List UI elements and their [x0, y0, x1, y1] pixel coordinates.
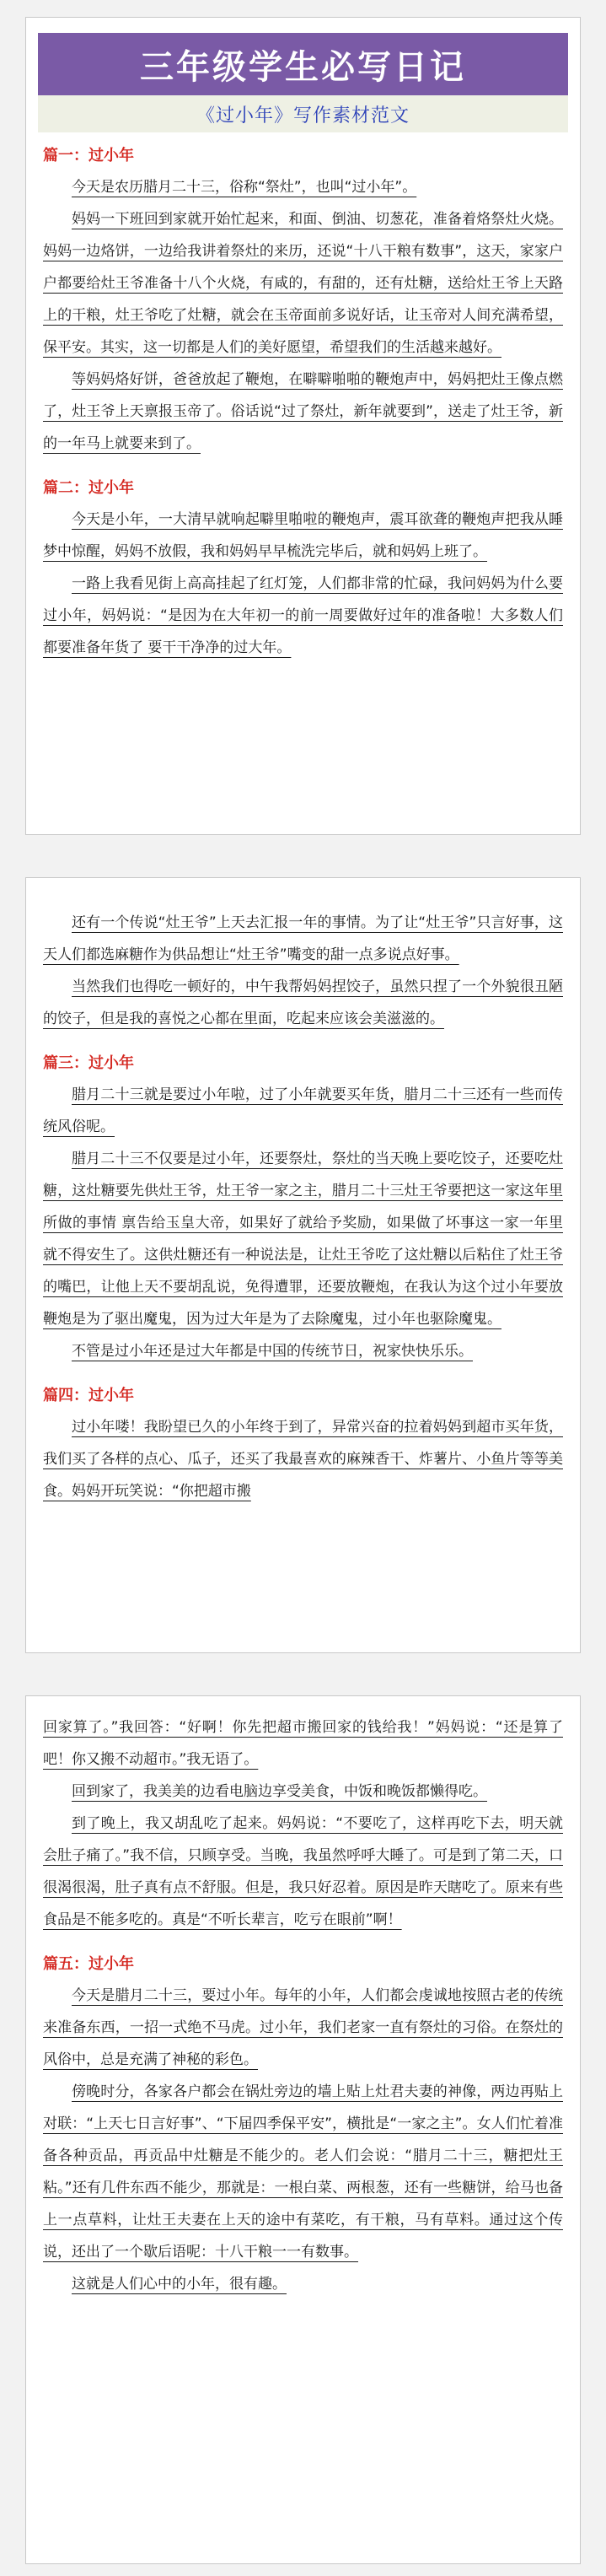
section-5-title: 篇五：过小年	[43, 1955, 134, 1973]
paragraph: 这就是人们心中的小年，很有趣。	[72, 2276, 287, 2293]
paragraph: 今天是腊月二十三，要过小年。每年的小年，人们都会虔诚地按照古老的传统来准备东西，一招一式绝不马虎。过小年，我们老家一直有祭灶的习俗。在祭灶的风俗中，总是充满了神秘的彩色。	[43, 1987, 563, 2068]
page-3-content	[26, 1696, 580, 2300]
page-title: 三年级学生必写日记	[140, 47, 466, 87]
subtitle-bar	[38, 95, 568, 132]
title-banner	[38, 33, 568, 95]
page-1-content	[26, 132, 580, 664]
paragraph: 还有一个传说“灶王爷”上天去汇报一年的事情。为了让“灶王爷”只言好事，这天人们都选麻糖作为供品想让“灶王爷”嘴变的甜一点多说点好事。	[43, 914, 563, 963]
paragraph: 回家算了。”我回答：“好啊！你先把超市搬回家的钱给我！”妈妈说：“还是算了吧！你又搬不动超市。”我无语了。	[43, 1719, 563, 1768]
page-subtitle: 《过小年》写作素材范文	[196, 105, 410, 127]
paragraph: 腊月二十三不仅要是过小年，还要祭灶，祭灶的当天晚上要吃饺子，还要吃灶糖，这灶糖要先供灶王爷，灶王爷一家之主，腊月二十三灶王爷要把这一家这年里所做的事情 禀告给玉皇大帝，如果好了就给予奖励，如果做了坏事这一家一年里就不得安生了。这供灶糖还有一种说法是，让灶王爷吃了这灶糖以后粘住了灶王爷的嘴巴，让他上天不要胡乱说，免得遭罪，还要放鞭炮，在我认为这个过小年要放鞭炮是为了驱出魔鬼，因为过大年是为了去除魔鬼，过小年也驱除魔鬼。	[43, 1151, 563, 1328]
paragraph: 妈妈一下班回到家就开始忙起来，和面、倒油、切葱花，准备着烙祭灶火烧。妈妈一边烙饼，一边给我讲着祭灶的来历，还说“十八干粮有数事”，这天，家家户户都要给灶王爷准备十八个火烧，有咸的，有甜的，还有灶糖，送给灶王爷上天路上的干粮，灶王爷吃了灶糖，就会在玉帝面前多说好话，让玉帝对人间充满希望，保平安。其实，这一切都是人们的美好愿望，希望我们的生活越来越好。	[43, 211, 563, 356]
paragraph: 当然我们也得吃一顿好的，中午我帮妈妈捏饺子，虽然只捏了一个外貌很丑陋的饺子，但是我的喜悦之心都在里面，吃起来应该会美滋滋的。	[43, 978, 563, 1027]
paragraph: 今天是小年，一大清早就响起噼里啪啦的鞭炮声，震耳欲聋的鞭炮声把我从睡梦中惊醒，妈妈不放假，我和妈妈早早梳洗完毕后，就和妈妈上班了。	[43, 511, 563, 560]
section-1-title: 篇一：过小年	[43, 147, 134, 164]
document-page-1	[25, 17, 581, 835]
section-4-title: 篇四：过小年	[43, 1387, 134, 1404]
paragraph: 过小年喽！我盼望已久的小年终于到了，异常兴奋的拉着妈妈到超市买年货，我们买了各样的点心、瓜子，还买了我最喜欢的麻辣香干、炸薯片、小鱼片等等美食。妈妈开玩笑说：“你把超市搬	[43, 1419, 563, 1500]
document-page-2	[25, 877, 581, 1653]
paragraph: 回到家了，我美美的边看电脑边享受美食，中饭和晚饭都懒得吃。	[72, 1783, 487, 1800]
paragraph: 一路上我看见街上高高挂起了红灯笼，人们都非常的忙碌，我问妈妈为什么要过小年，妈妈说：“是因为在大年初一的前一周要做好过年的准备啦！大多数人们都要准备年货了 要干干净净的过大年。	[43, 575, 563, 656]
document-page-3	[25, 1695, 581, 2564]
paragraph: 腊月二十三就是要过小年啦，过了小年就要买年货，腊月二十三还有一些而传统风俗呢。	[43, 1086, 563, 1135]
page-2-content	[26, 878, 580, 1507]
paragraph: 傍晚时分，各家各户都会在锅灶旁边的墙上贴上灶君夫妻的神像，两边再贴上对联：“上天七日言好事”、“下届四季保平安”，横批是“一家之主”。女人们忙着准备各种贡品，再贡品中灶糖是不能少的。老人们会说：“腊月二十三，糖把灶王粘。”还有几件东西不能少，那就是：一根白菜、两根葱，还有一些糖饼，给马也备上一点草料，让灶王夫妻在上天的途中有菜吃，有干粮，马有草料。通过这个传说，还出了一个歇后语呢：十八干粮一一有数事。	[43, 2083, 563, 2261]
paragraph: 到了晚上，我又胡乱吃了起来。妈妈说：“不要吃了，这样再吃下去，明天就会肚子痛了。”我不信，只顾享受。当晚，我虽然呼呼大睡了。可是到了第二天，口很渴很渴，肚子真有点不舒服。但是，我只好忍着。原因是昨天瞎吃了。原来有些食品是不能多吃的。真是“不听长辈言，吃亏在眼前”啊！	[43, 1815, 563, 1928]
paragraph: 今天是农历腊月二十三，俗称“祭灶”，也叫“过小年”。	[72, 179, 417, 196]
paragraph: 等妈妈烙好饼，爸爸放起了鞭炮，在噼噼啪啪的鞭炮声中，妈妈把灶王像点燃了，灶王爷上天禀报玉帝了。俗话说“过了祭灶，新年就要到”，送走了灶王爷，新的一年马上就要来到了。	[43, 371, 563, 452]
section-2-title: 篇二：过小年	[43, 479, 134, 497]
paragraph: 不管是过小年还是过大年都是中国的传统节日，祝家快快乐乐。	[72, 1343, 473, 1360]
section-3-title: 篇三：过小年	[43, 1054, 134, 1072]
